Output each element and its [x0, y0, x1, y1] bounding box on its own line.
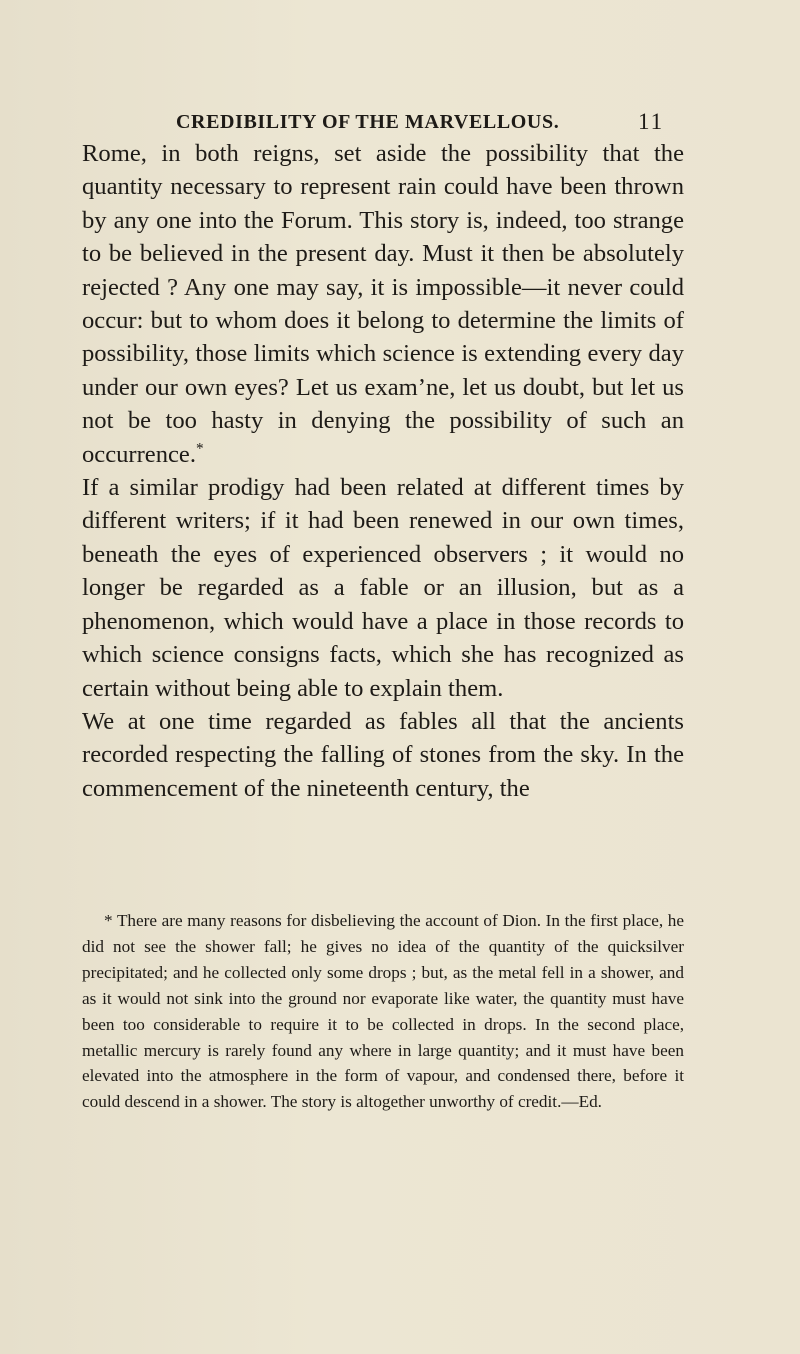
paragraph — [82, 705, 684, 805]
running-head-title: CREDIBILITY OF THE MARVELLOUS. — [176, 111, 560, 133]
paragraph — [82, 137, 684, 471]
paragraph-text: Rome, in both reigns, set aside the possibility that the quantity necessary to represent rain could have been thrown by any one into the Forum. This story is, indeed, too strange to be believed in the present day. Must it then be absolutely rejected ? Any one may say, it is impossible—it never could occur: but to whom does it belong to determine the limits of possibility, those limits which science is extending every day under our own eyes? Let us exam’ne, let us doubt, but let us not be too hasty in denying the possibility of such an occurrence. — [82, 140, 684, 468]
footnote-mark: * — [104, 911, 113, 930]
page-number: 11 — [638, 109, 665, 134]
paragraph-text: We at one time regarded as fables all that the ancients recorded respecting the falling of stones from the sky. In the commencement of the nineteenth century, the — [82, 707, 684, 802]
footnote-section — [82, 908, 684, 1115]
body-text — [82, 137, 684, 805]
running-head — [176, 107, 676, 137]
footnote-reference: * — [196, 440, 204, 458]
footnote — [82, 908, 684, 1115]
paragraph — [82, 471, 684, 705]
paragraph-text: If a similar prodigy had been related at different times by different writers; if it had been renewed in our own times, beneath the eyes of experienced observers ; it would no longer be regarded as a fable or an illusion, but as a phenomenon, which would have a place in those records to which science consigns facts, which she has recognized as certain without being able to explain them. — [82, 474, 684, 702]
footnote-text: There are many reasons for disbelieving the account of Dion. In the first place, he did not see the shower fall; he gives no idea of the quantity of the quicksilver precipitated; and he collected only some drops ; but, as the metal fell in a shower, and as it would not sink into the ground nor evaporate like water, the quantity must have been too considerable to require it to be collected in drops. In the second place, metallic mercury is rarely found any where in large quantity; and it must have been elevated into the atmosphere in the form of vapour, and condensed there, before it could descend in a shower. The story is altogether unworthy of credit.—Ed. — [82, 911, 684, 1112]
